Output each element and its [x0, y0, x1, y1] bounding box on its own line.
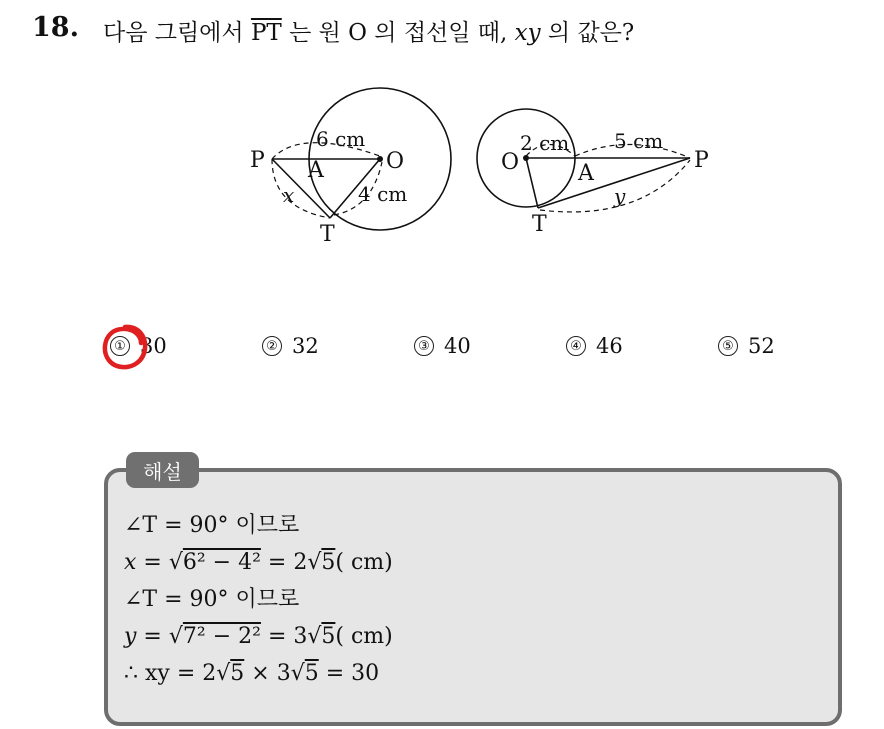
sol2-mid: = 2 — [260, 550, 308, 575]
choice-3[interactable] — [414, 334, 471, 358]
label-p-left: P — [250, 148, 265, 173]
solution-line-5 — [124, 655, 393, 692]
sol5-r1: 5 — [230, 661, 245, 686]
sol2-radicand: 6² − 4² — [182, 550, 261, 575]
sol2-radicand2: 5 — [321, 550, 336, 575]
answer-mark-stroke — [105, 327, 145, 367]
solution-line-4 — [124, 618, 393, 655]
solution-line-2 — [124, 544, 393, 581]
choice-4-symbol: ④ — [566, 336, 586, 356]
choice-4-value: 46 — [596, 334, 623, 358]
sol4-unit: ( cm) — [335, 624, 393, 649]
sqrt-icon: √ — [168, 624, 183, 649]
label-o-left: O — [386, 149, 405, 174]
label-p-right: P — [694, 148, 709, 173]
solution-line-3: ∠T = 90° 이므로 — [124, 587, 300, 612]
segment-ot-right — [526, 158, 538, 208]
solution-label: 해설 — [126, 452, 199, 488]
label-5cm: 5 cm — [614, 129, 664, 153]
choice-2-value: 32 — [292, 334, 319, 358]
sol4-lhs: y = — [124, 624, 169, 649]
sqrt-icon: √ — [307, 624, 322, 649]
figure-right — [477, 109, 709, 237]
choice-3-symbol: ③ — [414, 336, 434, 356]
choice-5-value: 52 — [748, 334, 775, 358]
sqrt-icon: √ — [168, 550, 183, 575]
segment-pt: $\overline{PT}$ — [250, 20, 282, 46]
label-a-left: A — [308, 158, 324, 183]
answer-mark-circle-icon — [99, 321, 151, 373]
sol5-c: = 30 — [318, 661, 380, 686]
question-text-mid: 는 원 O 의 접선일 때, — [281, 20, 515, 46]
label-y: y — [614, 184, 626, 208]
sol2-unit: ( cm) — [335, 550, 393, 575]
sol4-mid: = 3 — [260, 624, 308, 649]
choice-1-symbol: ① — [110, 336, 130, 356]
sol5-r2: 5 — [304, 661, 319, 686]
geometry-figures — [0, 0, 884, 300]
question-number: 18. — [32, 12, 79, 43]
sol4-radicand2: 5 — [321, 624, 336, 649]
choice-2-symbol: ② — [262, 336, 282, 356]
sol2-lhs: x = — [124, 550, 169, 575]
label-2cm: 2 cm — [520, 131, 570, 155]
label-x: x — [283, 183, 295, 207]
label-t-left: T — [320, 222, 335, 247]
center-dot-left — [377, 156, 383, 162]
sqrt-icon: √ — [216, 661, 231, 686]
label-t-right: T — [532, 212, 547, 237]
choice-5-symbol: ⑤ — [718, 336, 738, 356]
sol5-a: ∴ xy = 2 — [124, 661, 217, 686]
question-text-before: 다음 그림에서 — [103, 20, 251, 46]
label-6cm: 6 cm — [316, 127, 366, 151]
sol4-radicand: 7² − 2² — [182, 624, 261, 649]
question-text-after: 의 값은? — [540, 20, 635, 46]
solution-lines — [124, 507, 393, 692]
label-4cm: 4 cm — [358, 182, 408, 206]
sqrt-icon: √ — [307, 550, 322, 575]
choice-4[interactable] — [566, 334, 623, 358]
choice-5[interactable] — [718, 334, 775, 358]
solution-line-1: ∠T = 90° 이므로 — [124, 513, 300, 538]
choice-1-value: 30 — [140, 334, 167, 358]
sol5-b: × 3 — [244, 661, 291, 686]
choice-3-value: 40 — [444, 334, 471, 358]
sqrt-icon: √ — [290, 661, 305, 686]
figure-left — [250, 88, 451, 247]
label-a-right: A — [578, 161, 594, 186]
choice-2[interactable] — [262, 334, 319, 358]
label-o-right: O — [501, 150, 520, 175]
var-xy: xy — [514, 20, 541, 46]
